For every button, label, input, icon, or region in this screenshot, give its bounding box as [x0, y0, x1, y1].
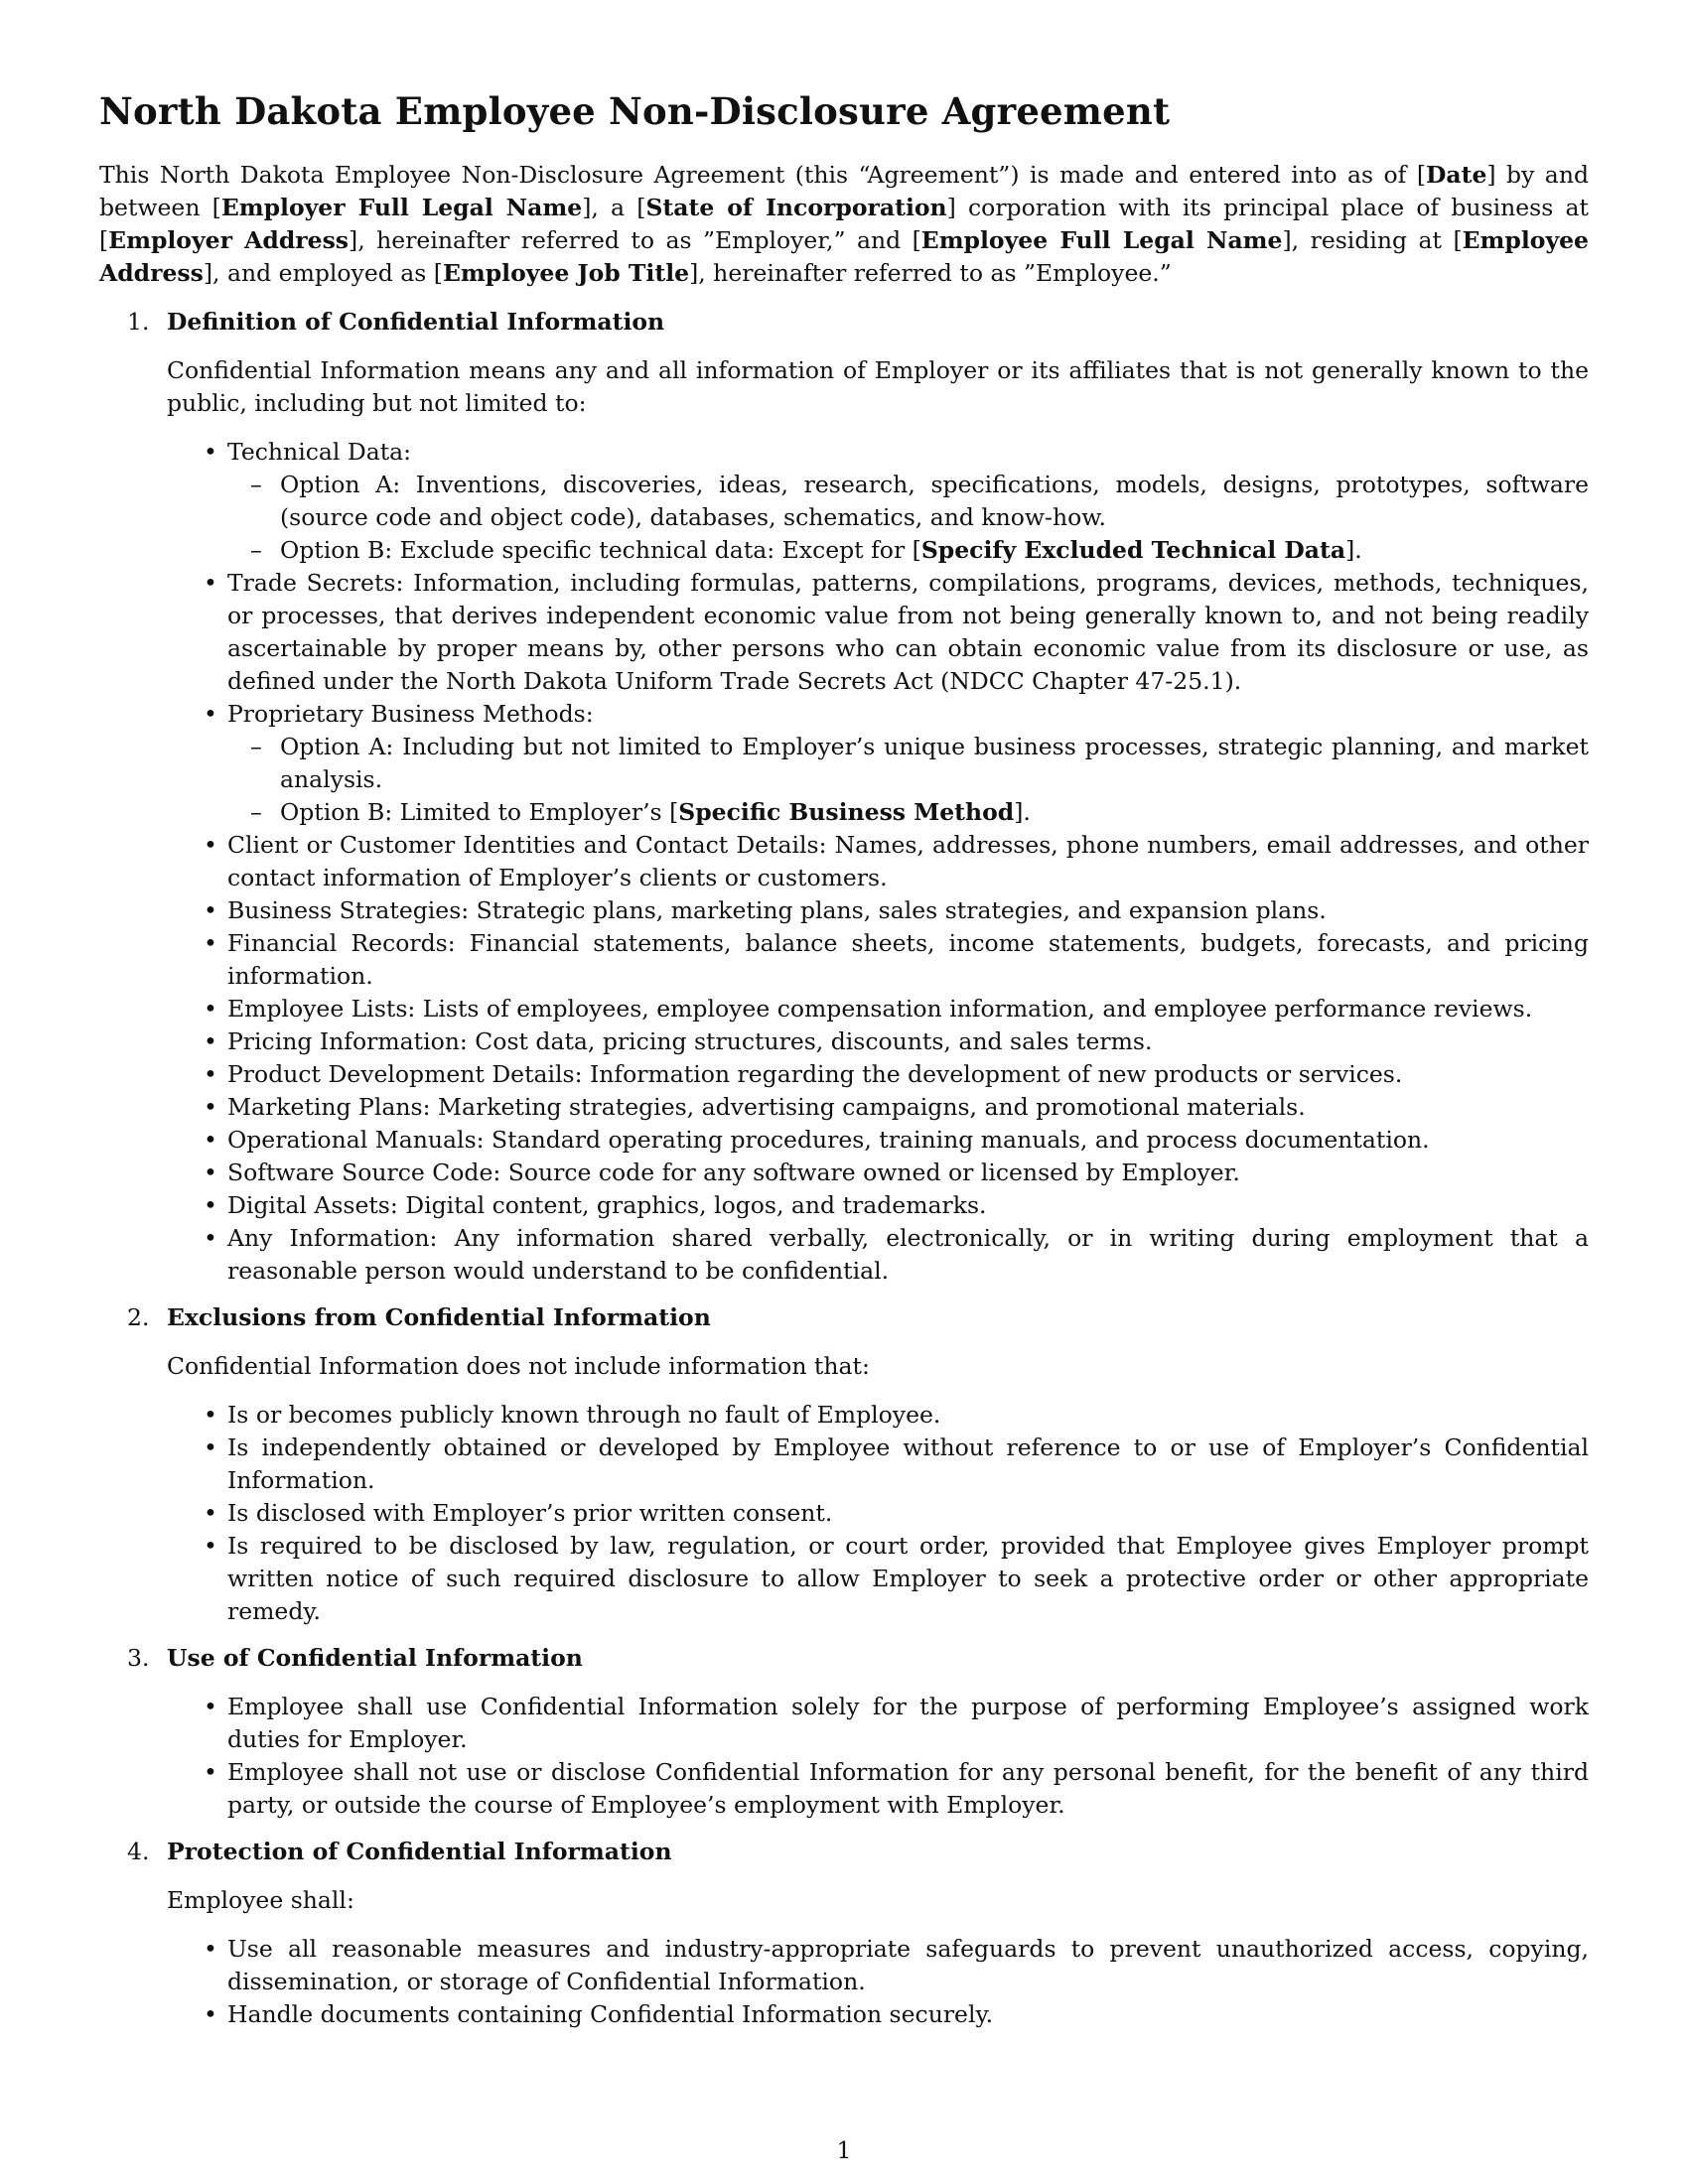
- placeholder-employee-name: Employee Full Legal Name: [920, 226, 1283, 254]
- section-2: [99, 1301, 1589, 1628]
- section-heading: 2. Exclusions from Confidential Information: [167, 1301, 1589, 1334]
- section-body: Confidential Information does not include information that:: [167, 1352, 870, 1380]
- bullet-icon: •: [204, 1027, 217, 1055]
- section-body: Employee shall:: [167, 1886, 354, 1914]
- section-heading: 1. Definition of Confidential Information: [167, 306, 1589, 339]
- list-item: • Proprietary Business Methods: – Option A: Including but not limited to Employer’s unique business processes, strategic planning, and market analysis. – Option B: Limited to Employer’s [Specific Business Method].: [227, 698, 1589, 829]
- list-item: • Employee Lists: Lists of employees, employee compensation information, and employee performance reviews.: [227, 993, 1589, 1025]
- page-number: 1: [836, 2136, 852, 2164]
- placeholder-employee-address: Employee Address: [99, 226, 1590, 287]
- dash-icon: –: [250, 536, 262, 564]
- list-item: • Is disclosed with Employer’s prior written consent.: [227, 1497, 1589, 1530]
- sub-list-item: – Option B: Exclude specific technical data: Except for [Specify Excluded Technical Data].: [280, 534, 1589, 567]
- list-item: • Any Information: Any information shared verbally, electronically, or in writing during employment that a reasonable person would understand to be confidential.: [204, 1224, 1589, 1285]
- bullet-icon: •: [204, 438, 217, 466]
- section-1: [99, 306, 1589, 1288]
- bullet-icon: •: [204, 1224, 217, 1252]
- list-item: • Is independently obtained or developed by Employee without reference to or use of Employer’s Confidential Information.: [204, 1433, 1589, 1494]
- bullet-icon: •: [204, 2000, 217, 2028]
- list-item: • Is or becomes publicly known through no fault of Employee.: [227, 1399, 1589, 1432]
- dash-icon: –: [250, 733, 262, 760]
- bullet-icon: •: [204, 896, 217, 924]
- placeholder-job-title: Employee Job Title: [442, 259, 690, 287]
- section-3: [99, 1642, 1589, 1822]
- bullet-icon: •: [204, 569, 217, 597]
- list-item: • Employee shall use Confidential Information solely for the purpose of performing Employee’s assigned work duties for Employer.: [204, 1693, 1589, 1753]
- section-heading: 4. Protection of Confidential Information: [167, 1836, 1589, 1868]
- section-body: Confidential Information means any and all information of Employer or its affiliates that is not generally known to the public, including but not limited to:: [167, 356, 1589, 417]
- section-heading: 3. Use of Confidential Information: [167, 1642, 1589, 1675]
- sub-list-item: – Option A: Inventions, discoveries, ideas, research, specifications, models, designs, prototypes, software (source code and object code), databases, schematics, and know-how.: [250, 471, 1589, 531]
- bullet-icon: •: [204, 1499, 217, 1527]
- list-item: • Trade Secrets: Information, including formulas, patterns, compilations, programs, devices, methods, techniques, or processes, that derives independent economic value from not being generally known to, and not being readily ascertainable by proper means by, other persons who can obtain economic value from its disclosure or use, as defined under the North Dakota Uniform Trade Secrets Act (NDCC Chapter 47-25.1).: [204, 569, 1589, 695]
- section-4: [99, 1836, 1589, 2031]
- bullet-icon: •: [204, 1401, 217, 1429]
- sub-list: [227, 731, 1589, 829]
- bullet-list: [167, 1691, 1589, 1822]
- bullet-icon: •: [204, 1935, 217, 1963]
- sub-list: [227, 469, 1589, 567]
- list-item: • Technical Data: – Option A: Inventions, discoveries, ideas, research, specifications, models, designs, prototypes, software (source code and object code), databases, schematics, and know-how. – Option B: Exclude specific technical data: Except for [Specify Excluded Technical Data].: [227, 436, 1589, 567]
- list-item: • Marketing Plans: Marketing strategies, advertising campaigns, and promotional materials.: [227, 1091, 1589, 1124]
- list-item: • Use all reasonable measures and industry-appropriate safeguards to prevent unauthorized access, copying, dissemination, or storage of Confidential Information.: [204, 1935, 1589, 1995]
- section-number: 1.: [127, 308, 150, 336]
- list-item: • Handle documents containing Confidential Information securely.: [227, 1998, 1589, 2031]
- list-item: • Digital Assets: Digital content, graphics, logos, and trademarks.: [227, 1189, 1589, 1222]
- bullet-icon: •: [204, 1433, 217, 1461]
- bullet-list: [167, 1933, 1589, 2031]
- list-item: • Operational Manuals: Standard operating procedures, training manuals, and process documentation.: [227, 1124, 1589, 1157]
- bullet-icon: •: [204, 700, 217, 728]
- sub-list-item: – Option B: Limited to Employer’s [Specific Business Method].: [280, 796, 1589, 829]
- placeholder-date: Date: [1426, 161, 1487, 189]
- section-number: 4.: [127, 1838, 150, 1865]
- dash-icon: –: [250, 798, 262, 826]
- section-number: 2.: [127, 1303, 150, 1331]
- list-item: • Business Strategies: Strategic plans, marketing plans, sales strategies, and expansion plans.: [227, 894, 1589, 927]
- placeholder-employer-address: Employer Address: [108, 226, 350, 254]
- bullet-icon: •: [204, 1093, 217, 1121]
- placeholder-employer-name: Employer Full Legal Name: [220, 194, 583, 221]
- sub-list-item: – Option A: Including but not limited to Employer’s unique business processes, strategic planning, and market analysis.: [250, 733, 1589, 793]
- list-item: • Product Development Details: Information regarding the development of new products or services.: [227, 1058, 1589, 1091]
- document-title: North Dakota Employee Non-Disclosure Agreement: [99, 89, 1171, 133]
- list-item: • Financial Records: Financial statements, balance sheets, income statements, budgets, forecasts, and pricing information.: [204, 929, 1589, 990]
- bullet-icon: •: [204, 1532, 217, 1560]
- bullet-icon: •: [204, 929, 217, 957]
- bullet-icon: •: [204, 1060, 217, 1088]
- document-page: [99, 87, 1589, 2045]
- bullet-list: [167, 1399, 1589, 1628]
- list-item: • Employee shall not use or disclose Confidential Information for any personal benefit, for the benefit of any third party, or outside the course of Employee’s employment with Employer.: [204, 1758, 1589, 1819]
- dash-icon: –: [250, 471, 262, 498]
- list-item: • Pricing Information: Cost data, pricing structures, discounts, and sales terms.: [227, 1025, 1589, 1058]
- intro-paragraph: This North Dakota Employee Non-Disclosure Agreement (this “Agreement”) is made and entered into as of [Date] by and between [Employer Full Legal Name], a [State of Incorporation] corporation with its principal place of business at [Employer Address], hereinafter referred to as ”Employer,” and [Employee Full Legal Name], residing at [Employee Address], and employed as [Employee Job Title], hereinafter referred to as ”Employee.”: [99, 161, 1590, 287]
- list-item: • Software Source Code: Source code for any software owned or licensed by Employer.: [227, 1157, 1589, 1189]
- bullet-list: [167, 436, 1589, 1288]
- placeholder-state: State of Incorporation: [645, 194, 947, 221]
- bullet-icon: •: [204, 1191, 217, 1219]
- bullet-icon: •: [204, 1126, 217, 1154]
- bullet-icon: •: [204, 995, 217, 1023]
- bullet-icon: •: [204, 1693, 217, 1720]
- section-number: 3.: [127, 1644, 150, 1672]
- bullet-icon: •: [204, 1758, 217, 1786]
- list-item: • Client or Customer Identities and Contact Details: Names, addresses, phone numbers, email addresses, and other contact information of Employer’s clients or customers.: [204, 831, 1589, 891]
- bullet-icon: •: [204, 1159, 217, 1186]
- bullet-icon: •: [204, 831, 217, 859]
- list-item: • Is required to be disclosed by law, regulation, or court order, provided that Employee gives Employer prompt written notice of such required disclosure to allow Employer to seek a protective order or other appropriate remedy.: [204, 1532, 1589, 1625]
